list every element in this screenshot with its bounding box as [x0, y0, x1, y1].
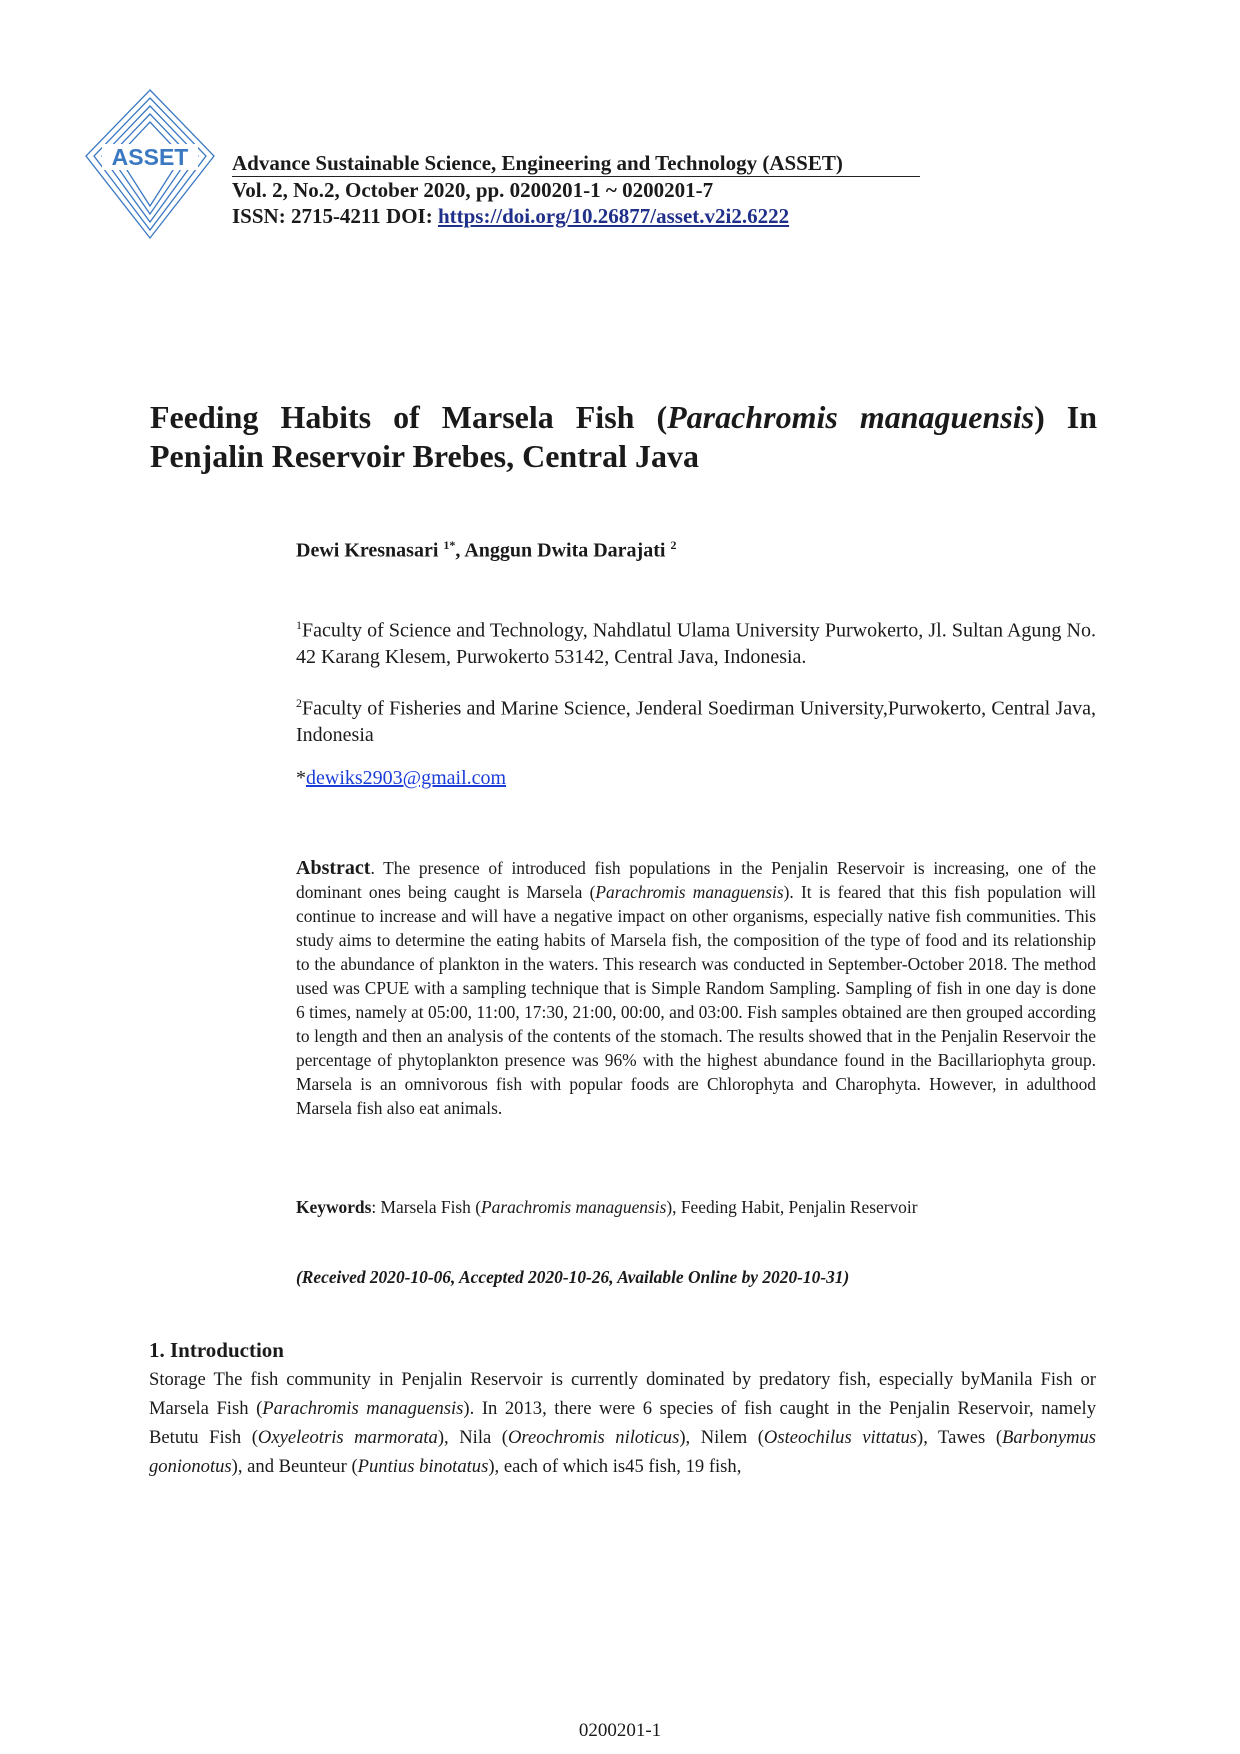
corresponding-email	[296, 767, 506, 790]
title-text-2: ) In Penjalin Reservoir Brebes, Central Java	[150, 399, 1098, 474]
page-number: 0200201-1	[578, 1720, 662, 1741]
abstract-text-2: ). It is feared that this fish population will continue to increase and will have a negative impact on other organisms, especially native fish communities. This study aims to determine the eating habits of Marsela fish, the composition of the type of food and its relationship to the abundance of plankton in the waters. This research was conducted in September-October 2018. The method used was CPUE with a sampling technique that is Simple Random Sampling. Sampling of fish in one day is done 6 times, namely at 05:00, 11:00, 17:30, 21:00, 00:00, and 03:00. Fish samples obtained are then grouped according to length and then an analysis of the contents of the stomach. The results showed that in the Penjalin Reservoir the percentage of phytoplankton presence was 96% with the highest abundance found in the Bacillariophyta group. Marsela is an omnivorous fish with popular foods are Chlorophyta and Charophyta. However, in adulthood Marsela fish also eat animals.	[296, 882, 1097, 1118]
email-link[interactable]: dewiks2903@gmail.com	[306, 767, 507, 789]
keywords-label: Keywords	[296, 1197, 372, 1217]
intro-species-6: Puntius binotatus	[357, 1456, 489, 1477]
author-1-affiliation-mark: 1*	[443, 538, 456, 552]
intro-text-6: ), and Beunteur (	[231, 1456, 358, 1477]
intro-species-1: Parachromis managuensis	[262, 1398, 464, 1419]
journal-name: Advance Sustainable Science, Engineering and Technology (ASSET)	[232, 151, 843, 175]
author-2-affiliation-mark: 2	[670, 538, 677, 552]
paper-title	[150, 398, 1097, 476]
affiliation-2	[296, 690, 1096, 748]
author-list	[296, 538, 676, 563]
intro-species-2: Oxyeleotris marmorata	[257, 1427, 438, 1448]
affiliation-2-text: Faculty of Fisheries and Marine Science, Jenderal Soedirman University,Purwokerto, Central Java, Indonesia	[296, 697, 1096, 746]
journal-header	[232, 150, 992, 229]
received-dates: (Received 2020-10-06, Accepted 2020-10-26, Available Online by 2020-10-31)	[296, 1267, 850, 1287]
doi-link[interactable]: https://doi.org/10.26877/asset.v2i2.6222	[437, 204, 790, 228]
intro-text-2: ). In 2013, there were 6 species of fish caught in the Penjalin Reservoir, namely Betutu Fish (	[149, 1398, 1096, 1448]
abstract-text-1: . The presence of introduced fish populations in the Penjalin Reservoir is increasing, one of the dominant ones being caught is Marsela (	[296, 858, 1096, 902]
affiliation-1-text: Faculty of Science and Technology, Nahdlatul Ulama University Purwokerto, Jl. Sultan Agung No. 42 Karang Klesem, Purwokerto 53142, Central Java, Indonesia.	[296, 619, 1096, 668]
author-separator: ,	[455, 539, 465, 562]
author-2: Anggun Dwita Darajati	[464, 539, 666, 562]
intro-text-4: ), Nilem (	[679, 1427, 764, 1448]
intro-species-5: Barbonymus gonionotus	[149, 1427, 1097, 1477]
introduction-paragraph	[149, 1365, 1096, 1481]
intro-text-5: ), Tawes (	[917, 1427, 1003, 1448]
intro-species-4: Osteochilus vittatus	[763, 1427, 918, 1448]
affiliation-2-mark: 2	[296, 696, 302, 710]
title-text-1: Feeding Habits of Marsela Fish (	[150, 399, 668, 435]
asset-logo	[84, 88, 216, 240]
author-1: Dewi Kresnasari	[296, 539, 439, 562]
intro-text-3: ), Nila (	[437, 1427, 508, 1448]
issn-text: ISSN: 2715-4211 DOI:	[232, 204, 438, 228]
affiliation-1	[296, 612, 1096, 670]
abstract	[296, 856, 1096, 1120]
journal-volume: Vol. 2, No.2, October 2020, pp. 0200201-1 ~ 0200201-7	[232, 178, 714, 202]
logo-text: ASSET	[111, 144, 189, 170]
intro-species-3: Oreochromis niloticus	[507, 1427, 680, 1448]
abstract-label: Abstract	[296, 857, 371, 879]
journal-issn-doi	[232, 203, 992, 229]
title-species: Parachromis managuensis	[667, 399, 1035, 435]
asset-logo-icon	[84, 88, 216, 240]
section-heading-introduction: 1. Introduction	[149, 1338, 284, 1362]
abstract-species: Parachromis managuensis	[595, 882, 784, 902]
keywords-text-2: ), Feeding Habit, Penjalin Reservoir	[666, 1197, 918, 1217]
intro-text-7: ), each of which is45 fish, 19 fish,	[488, 1456, 742, 1477]
keywords-text-1: : Marsela Fish (	[371, 1197, 482, 1217]
email-asterisk: *	[296, 767, 306, 789]
intro-text-1: Storage The fish community in Penjalin Reservoir is currently dominated by predatory fish, especially byManila Fish or Marsela Fish (	[149, 1369, 1096, 1419]
keywords	[296, 1195, 1096, 1219]
keywords-species: Parachromis managuensis	[481, 1197, 667, 1217]
affiliation-1-mark: 1	[296, 618, 302, 632]
